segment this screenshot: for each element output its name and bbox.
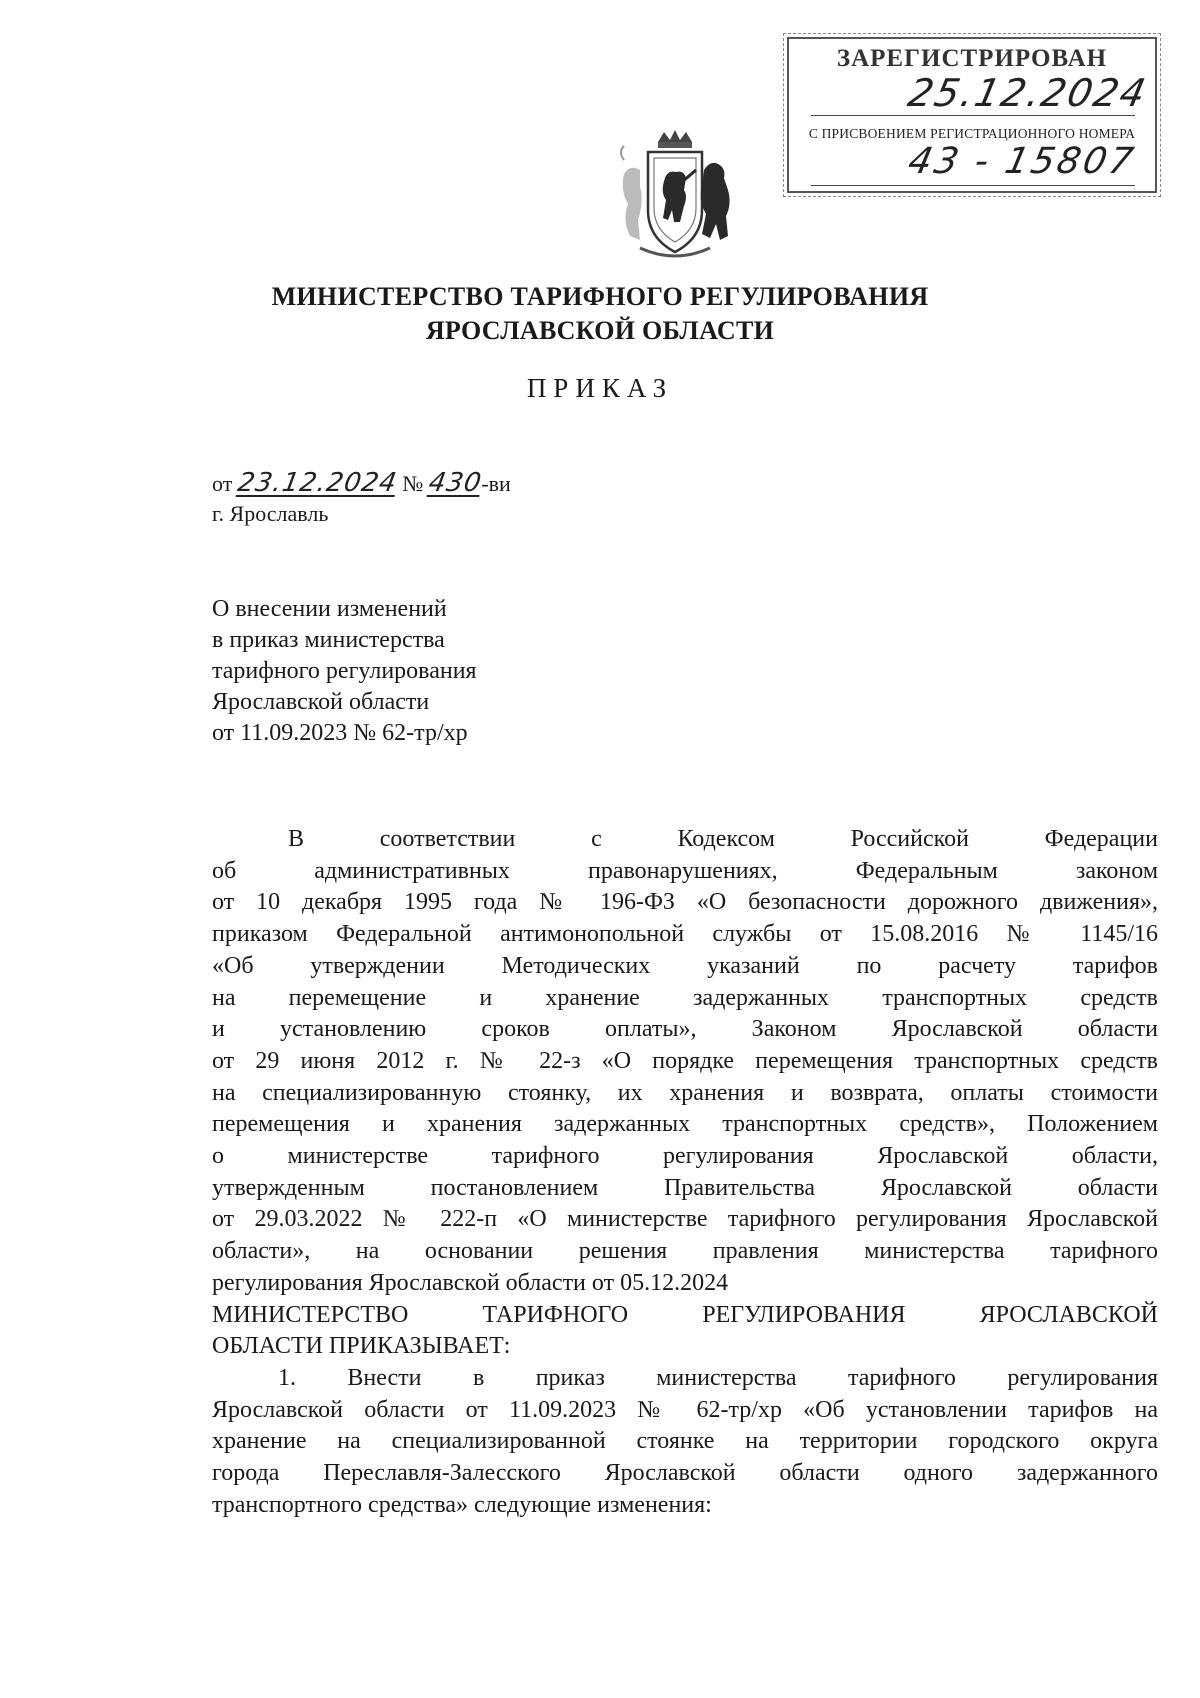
body-line: области», на основании решения правления министерства тарифного <box>212 1238 1158 1265</box>
stamp-subtitle: С ПРИСВОЕНИЕМ РЕГИСТРАЦИОННОГО НОМЕРА <box>808 126 1136 141</box>
subject-line: от 11.09.2023 № 62-тр/хр <box>212 720 468 746</box>
subject-line: в приказ министерства <box>212 627 445 653</box>
order-number-suffix: -ви <box>481 471 511 496</box>
stamp-date: 25.12.2024 <box>904 71 1152 115</box>
order-subject <box>212 594 477 749</box>
registration-stamp <box>787 37 1157 193</box>
body-line: от 29.03.2022 № 222-п «О министерстве тарифного регулирования Ярославской <box>212 1206 1158 1233</box>
subject-line: О внесении изменений <box>212 596 447 622</box>
stamp-registration-number: 43 - 15807 <box>904 141 1140 182</box>
order-number: 430 <box>426 468 484 498</box>
body-line: утвержденным постановлением Правительства Ярославской области <box>212 1174 1158 1201</box>
body-line: транспортного средства» следующие изменения: <box>212 1491 712 1518</box>
subject-line: Ярославской области <box>212 689 430 715</box>
body-line: города Переславля-Залесского Ярославской области одного задержанного <box>212 1460 1158 1487</box>
body-line: на специализированную стоянку, их хранения и возврата, оплаты стоимости <box>212 1079 1158 1106</box>
body-line: Ярославской области от 11.09.2023 № 62-тр/хр «Об установлении тарифов на <box>212 1396 1158 1423</box>
body-line: о министерстве тарифного регулирования Ярославской области, <box>212 1143 1158 1170</box>
body-line: «Об утверждении Методических указаний по расчету тарифов <box>212 952 1158 979</box>
order-body <box>212 824 1158 1521</box>
body-line: хранение на специализированной стоянке на территории городского округа <box>212 1428 1158 1455</box>
stamp-title: ЗАРЕГИСТРИРОВАН <box>836 45 1108 72</box>
order-city: г. Ярославль <box>212 501 329 526</box>
body-line: от 29 июня 2012 г. № 22-з «О порядке перемещения транспортных средств <box>212 1047 1158 1074</box>
body-line: МИНИСТЕРСТВО ТАРИФНОГО РЕГУЛИРОВАНИЯ ЯРОСЛАВСКОЙ <box>212 1301 1158 1328</box>
coat-of-arms-icon <box>610 130 740 265</box>
order-date: 23.12.2024 <box>235 468 400 498</box>
ministry-name-line2: ЯРОСЛАВСКОЙ ОБЛАСТИ <box>425 316 775 345</box>
order-number-label: № <box>402 471 424 496</box>
subject-line: тарифного регулирования <box>212 658 477 684</box>
order-from-label: от <box>212 471 233 496</box>
document-type: ПРИКАЗ <box>526 373 674 403</box>
body-line: об административных правонарушениях, Федеральным законом <box>212 857 1158 884</box>
body-line: на перемещение и хранение задержанных транспортных средств <box>212 984 1158 1011</box>
body-line: регулирования Ярославской области от 05.12.2024 <box>212 1269 729 1296</box>
body-line: В соответствии с Кодексом Российской Федерации <box>288 826 1158 852</box>
body-line: и установлению сроков оплаты», Законом Ярославской области <box>212 1016 1158 1043</box>
stamp-divider <box>811 115 1135 116</box>
stamp-divider <box>811 185 1135 186</box>
order-dateline <box>212 468 511 498</box>
body-line: 1. Внести в приказ министерства тарифного регулирования <box>278 1364 1158 1391</box>
body-line: перемещения и хранения задержанных транспортных средств», Положением <box>212 1111 1158 1138</box>
body-line: от 10 декабря 1995 года № 196-ФЗ «О безопасности дорожного движения», <box>212 889 1158 916</box>
body-line: приказом Федеральной антимонопольной службы от 15.08.2016 № 1145/16 <box>212 921 1158 948</box>
ministry-name-line1: МИНИСТЕРСТВО ТАРИФНОГО РЕГУЛИРОВАНИЯ <box>271 282 929 311</box>
body-line: ОБЛАСТИ ПРИКАЗЫВАЕТ: <box>212 1333 511 1360</box>
